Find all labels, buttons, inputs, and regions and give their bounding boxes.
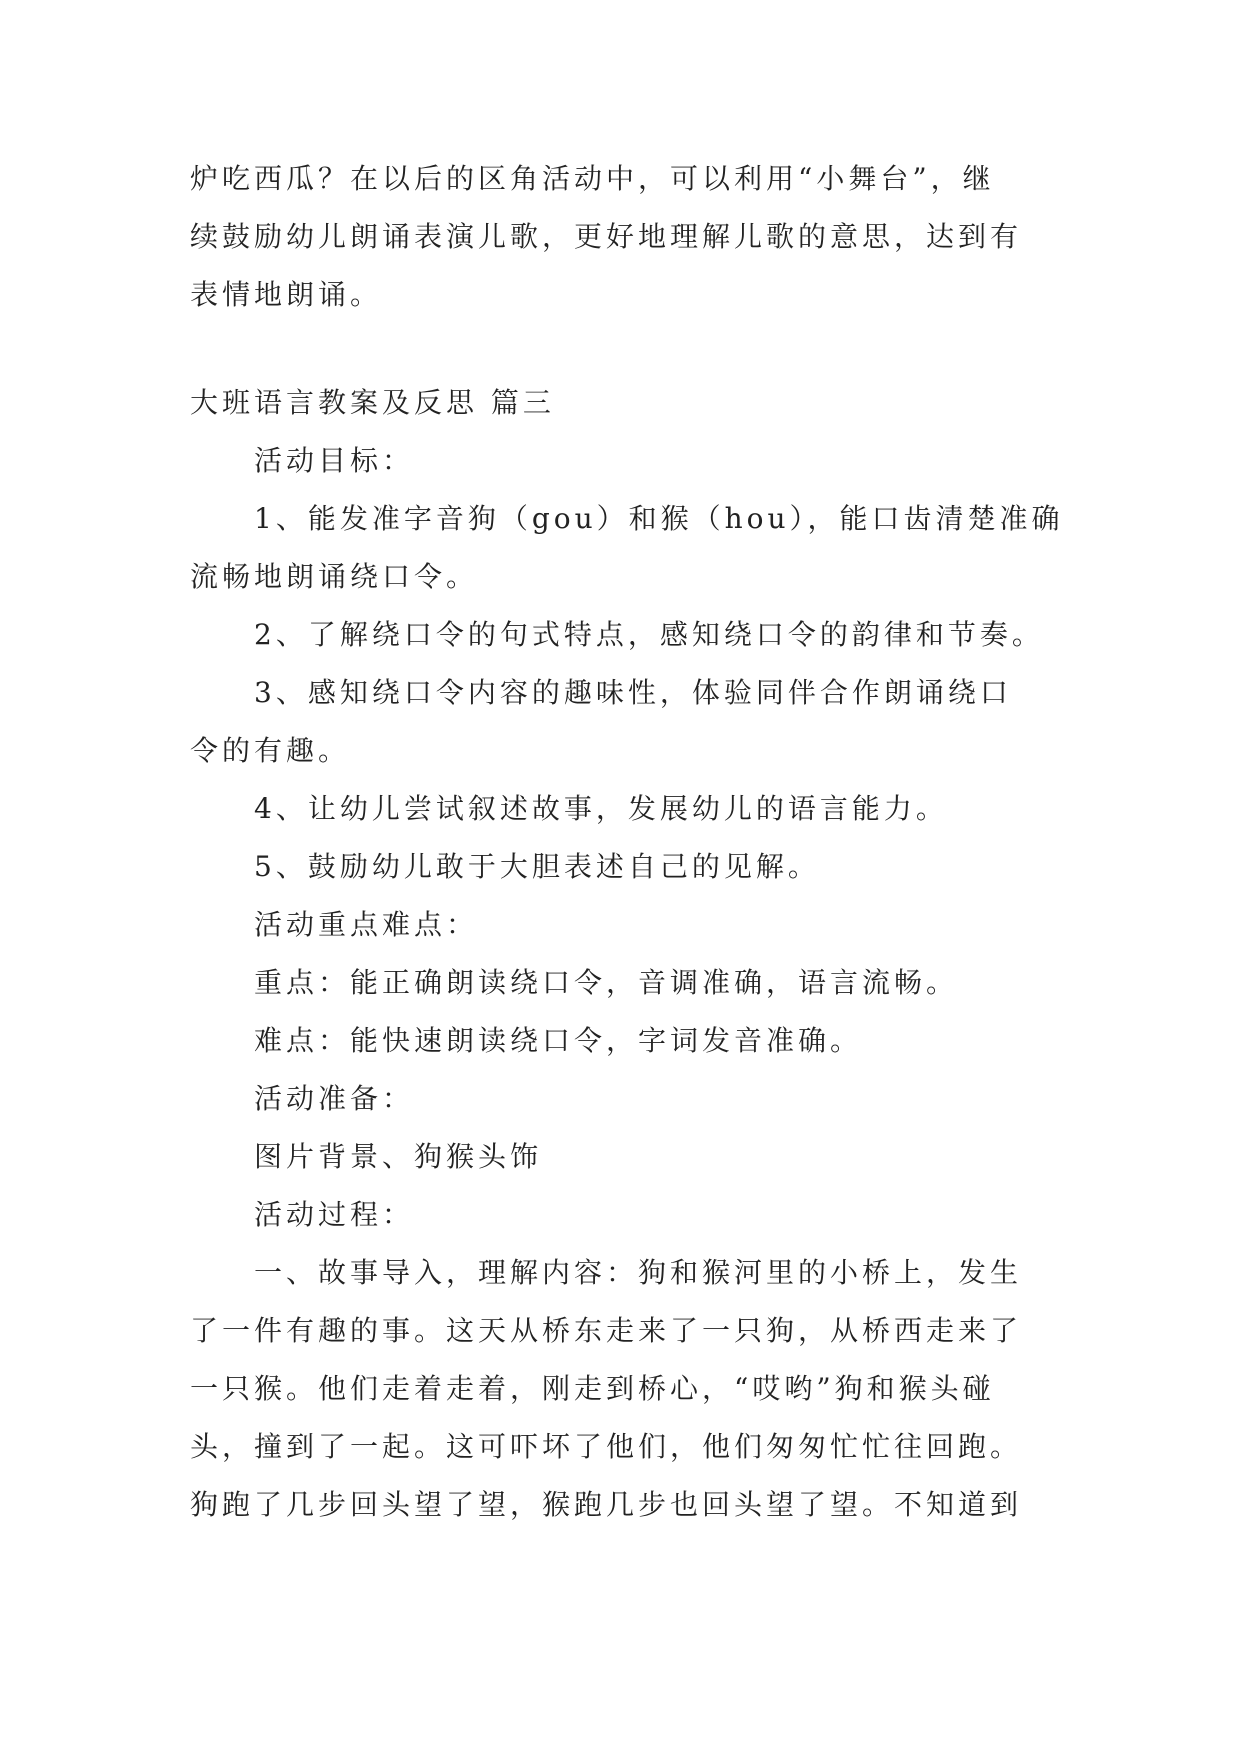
text-line: 令的有趣。 [190,734,351,767]
text-line: 续鼓励幼儿朗诵表演儿歌，更好地理解儿歌的意思，达到有 [190,220,1023,253]
prep-content: 图片背景、狗猴头饰 [254,1140,543,1173]
paragraph-top [190,150,1060,324]
text-line: 炉吃西瓜？在以后的区角活动中，可以利用“小舞台”，继 [190,162,995,195]
text-line: 1、能发准字音狗（gou）和猴（hou），能口齿清楚准确 [254,502,1064,535]
text-line: 狗跑了几步回头望了望，猴跑几步也回头望了望。不知道到 [190,1488,1023,1521]
goal-item-3 [190,664,1060,780]
goals-heading: 活动目标： [254,444,415,477]
text-line: 3、感知绕口令内容的趣味性，体验同伴合作朗诵绕口 [254,676,1012,709]
goal-item-2: 2、了解绕口令的句式特点，感知绕口令的韵律和节奏。 [254,618,1044,651]
prep-heading: 活动准备： [254,1082,415,1115]
process-heading: 活动过程： [254,1198,415,1231]
key-points-heading: 活动重点难点： [254,908,479,941]
text-line: 一、故事导入，理解内容：狗和猴河里的小桥上，发生 [254,1256,1023,1289]
text-line: 一只猴。他们走着走着，刚走到桥心，“哎哟”狗和猴头碰 [190,1372,995,1405]
difficulty-point: 难点：能快速朗读绕口令，字词发音准确。 [254,1024,863,1057]
text-line: 表情地朗诵。 [190,278,383,311]
goal-item-5: 5、鼓励幼儿敢于大胆表述自己的见解。 [254,850,820,883]
text-line: 头，撞到了一起。这可吓坏了他们，他们匆匆忙忙往回跑。 [190,1430,1023,1463]
key-point: 重点：能正确朗读绕口令，音调准确，语言流畅。 [254,966,959,999]
process-paragraph [190,1244,1060,1534]
goal-item-4: 4、让幼儿尝试叙述故事，发展幼儿的语言能力。 [254,792,948,825]
goal-item-1 [190,490,1064,606]
section-title: 大班语言教案及反思 篇三 [190,386,555,419]
document-body [190,150,1064,1534]
text-line: 流畅地朗诵绕口令。 [190,560,479,593]
text-line: 了一件有趣的事。这天从桥东走来了一只狗，从桥西走来了 [190,1314,1023,1347]
paragraph-gap [190,324,1060,374]
